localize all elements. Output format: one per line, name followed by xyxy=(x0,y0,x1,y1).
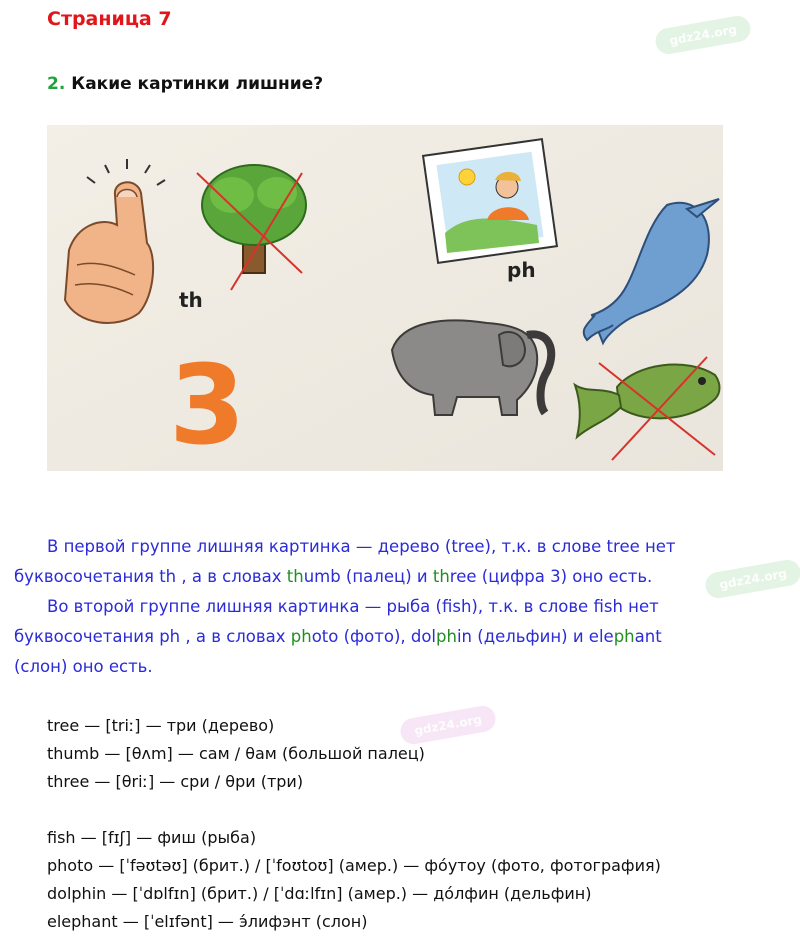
explanation-line: (слон) оно есть. xyxy=(14,657,153,676)
watermark: gdz24.org xyxy=(398,704,497,746)
explanation-line: буквосочетания th , а в словах thumb (палец) и three (цифра 3) оно есть. xyxy=(14,567,653,586)
task-question xyxy=(47,74,323,94)
th-label: th xyxy=(179,288,203,312)
vocab-entry: fish — [fɪʃ] — фиш (рыба) xyxy=(47,828,257,847)
watermark: gdz24.org xyxy=(653,14,752,56)
vocab-entry: tree — [triː] — три (дерево) xyxy=(47,716,275,735)
task-text: Какие картинки лишние? xyxy=(71,74,324,94)
digit-three-picture: 3 xyxy=(169,341,246,469)
photo-picture xyxy=(423,139,557,263)
vocab-entry: photo — [ˈfəʊtəʊ] (брит.) / [ˈfoʊtoʊ] (амер.) — фо́утоу (фото, фотография) xyxy=(47,856,661,875)
vocab-entry: three — [θriː] — сри / θри (три) xyxy=(47,772,304,791)
task-number: 2. xyxy=(47,74,66,94)
watermark: gdz24.org xyxy=(703,558,800,600)
illustration xyxy=(47,125,723,471)
vocab-entry: dolphin — [ˈdɒlfɪn] (брит.) / [ˈdɑːlfɪn] (амер.) — до́лфин (дельфин) xyxy=(47,884,592,903)
page-title: Страница 7 xyxy=(47,8,172,30)
explanation-line: буквосочетания ph , а в словах photo (фото), dolphin (дельфин) и elephant xyxy=(14,627,662,646)
ph-label: ph xyxy=(507,258,536,282)
explanation-text xyxy=(14,532,794,682)
vocab-entry: thumb — [θʌm] — сам / θам (большой палец) xyxy=(47,744,425,763)
vocabulary-list xyxy=(47,712,661,936)
explanation-line: В первой группе лишняя картинка — дерево (tree), т.к. в слове tree нет xyxy=(47,537,676,556)
vocab-entry: elephant — [ˈelɪfənt] — э́лифэнт (слон) xyxy=(47,912,368,931)
explanation-line: Во второй группе лишняя картинка — рыба (fish), т.к. в слове fish нет xyxy=(47,597,659,616)
